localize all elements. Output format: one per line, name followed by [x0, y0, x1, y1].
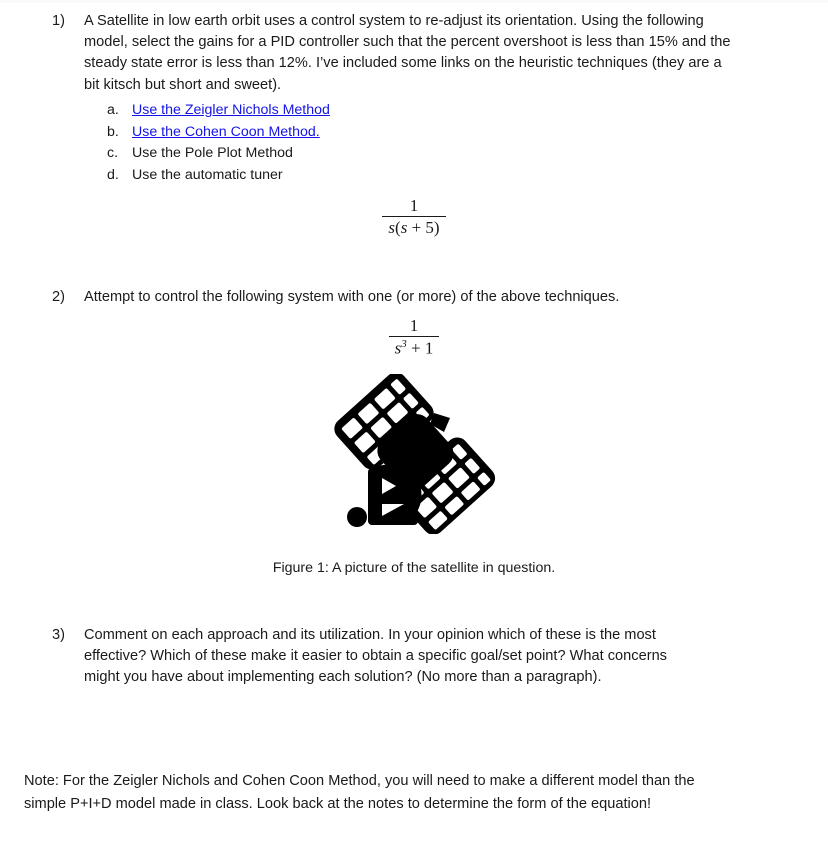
question-item-2: [0, 287, 828, 308]
fraction-1: [382, 197, 445, 237]
question-item-3: [0, 625, 828, 689]
fraction-2-bar: [389, 336, 440, 338]
fraction-2-exponent: 3: [401, 338, 407, 351]
fraction-1-open-paren: (: [395, 218, 401, 238]
fraction-2-variable-s: s: [394, 339, 402, 359]
equation-plant-model-1: [0, 197, 828, 238]
fraction-1-variable-s2: s: [400, 218, 408, 238]
fraction-2: [389, 317, 440, 358]
fraction-1-bar: [382, 216, 445, 218]
footer-note: Note: For the Zeigler Nichols and Cohen Coon Method, you will need to make a different model than the simple P+I+D model made in class. Look back at the notes to determine the form of the equation!: [24, 773, 695, 812]
methods-list-item-a: [0, 100, 828, 122]
equation-plant-model-2: [0, 317, 828, 359]
question-text-3: Comment on each approach and its utilization. In your opinion which of these is the most effective? Which of these make it easier to obtain a specific goal/set point? What concerns might you have about implementing each solution? (No more than a paragraph).: [84, 627, 667, 686]
methods-list-item-c: [0, 143, 828, 165]
methods-list-item-b: [0, 122, 828, 144]
question-item-1: [0, 11, 828, 96]
fraction-1-variable-s: s: [388, 218, 396, 238]
methods-list-label-c: Use the Pole Plot Method: [132, 145, 293, 161]
methods-list-item-d: [0, 165, 828, 187]
methods-list-label-d: Use the automatic tuner: [132, 166, 283, 183]
satellite-icon: [326, 374, 502, 534]
fraction-1-denominator: [382, 218, 445, 237]
question-number-2: 2): [52, 289, 65, 305]
methods-list-letter-c: c.: [107, 145, 119, 161]
methods-list-letter-a: a.: [107, 102, 119, 118]
fraction-1-numerator: 1: [409, 196, 419, 215]
question-text-1: A Satellite in low earth orbit uses a control system to re-adjust its orientation. Using the following model, select the gains for a PID controller such that the percent overshoot is less than 15% and the steady state error is less than 12%. I’ve included some links on the heuristic techniques (they are a bit kitsch but short and sweet).: [84, 13, 731, 93]
link-cohen-coon-method[interactable]: Use the Cohen Coon Method.: [132, 123, 320, 140]
question-number-3: 3): [52, 627, 65, 643]
page-top-edge: [0, 0, 828, 3]
fraction-2-numerator: 1: [409, 316, 419, 335]
figure-caption: Figure 1: A picture of the satellite in question.: [272, 560, 556, 576]
methods-list-letter-d: d.: [107, 166, 119, 183]
fraction-1-tail: + 5): [407, 218, 440, 238]
fraction-2-denominator: [389, 338, 440, 358]
question-text-2: Attempt to control the following system with one (or more) of the above techniques.: [84, 289, 620, 305]
methods-list-letter-b: b.: [107, 123, 119, 140]
figure-satellite: [0, 374, 828, 539]
fraction-2-tail: + 1: [406, 339, 434, 359]
methods-list: [0, 100, 828, 186]
question-number-1: 1): [52, 13, 65, 29]
link-zeigler-nichols-method[interactable]: Use the Zeigler Nichols Method: [132, 102, 330, 118]
